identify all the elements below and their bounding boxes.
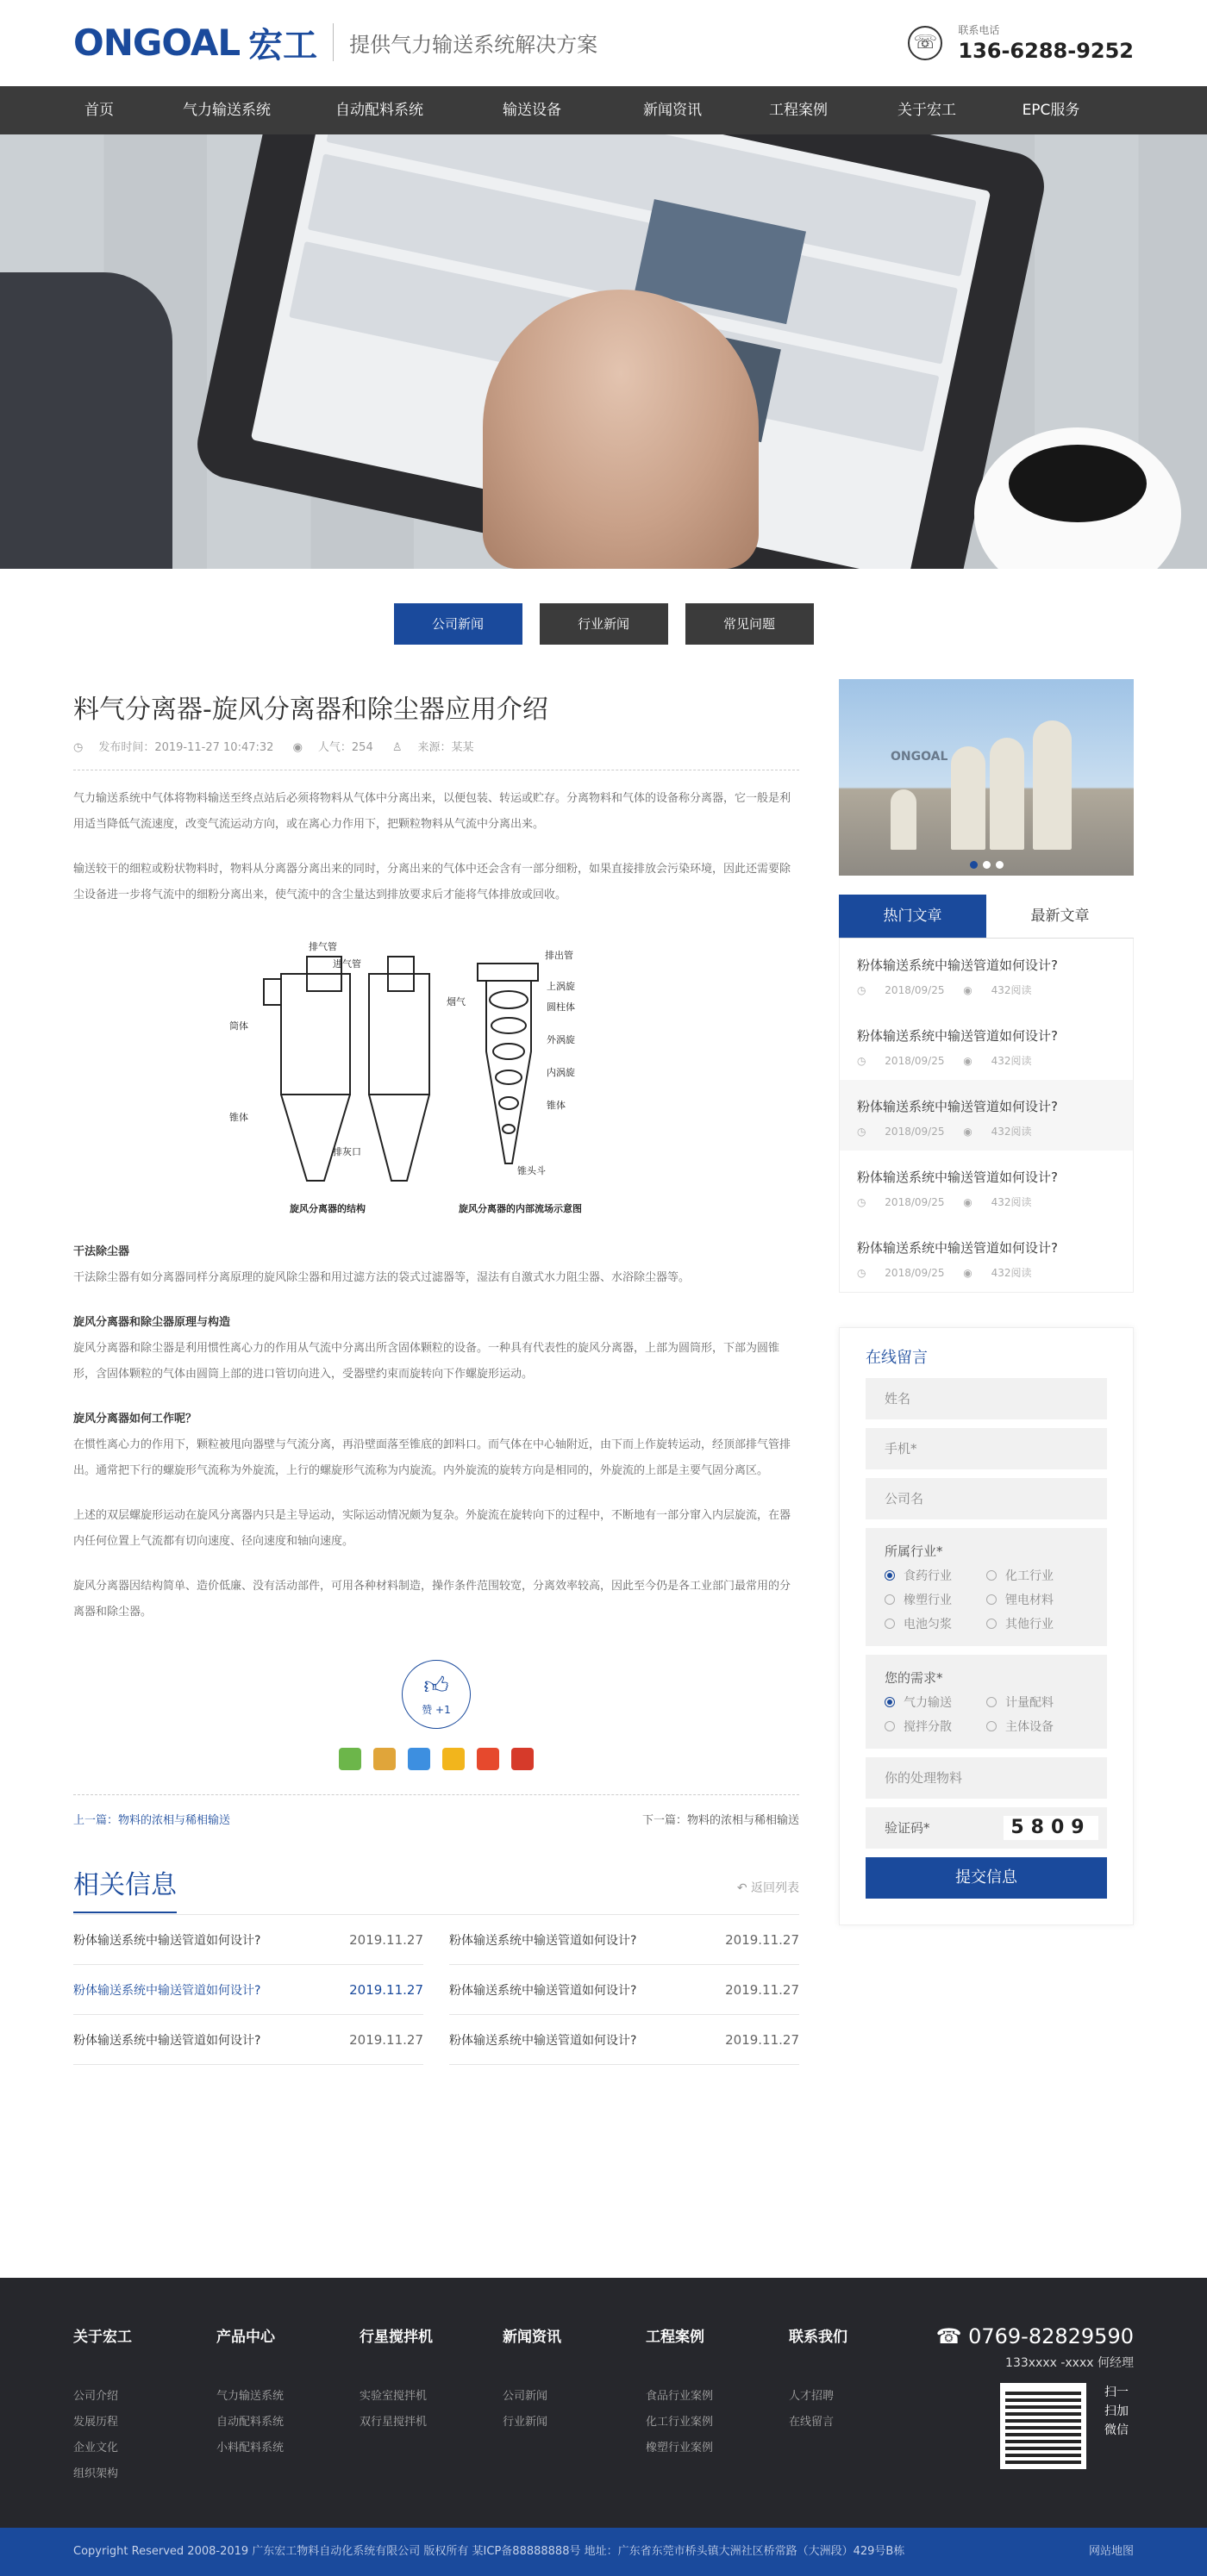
radio bbox=[986, 1697, 997, 1707]
prev-next-nav bbox=[73, 1794, 799, 1837]
industry-group bbox=[866, 1528, 1107, 1646]
clock-icon: ◷ bbox=[857, 1196, 870, 1208]
tab-industry-news[interactable]: 行业新闻 bbox=[540, 603, 668, 645]
diagram-label: 排气管 bbox=[309, 941, 337, 952]
name-field[interactable]: 姓名 bbox=[866, 1378, 1107, 1419]
related-header bbox=[73, 1863, 799, 1915]
eye-icon: ◉ bbox=[963, 984, 976, 996]
moments-share-icon[interactable] bbox=[373, 1748, 396, 1770]
section-heading: 干法除尘器 bbox=[73, 1245, 130, 1258]
hot-article-views: 432阅读 bbox=[991, 1267, 1032, 1279]
sidebar bbox=[839, 679, 1134, 1925]
article-paragraph: 干法除尘器有如分离器同样分离原理的旋风除尘器和用过滤方法的袋式过滤器等，湿法有自激式水力阻尘器、水浴除尘器等。 bbox=[73, 1271, 691, 1284]
back-to-list-link[interactable] bbox=[737, 1879, 799, 1896]
footer-link[interactable]: 气力输送系统 bbox=[216, 2390, 285, 2403]
footer-link[interactable]: 公司介绍 bbox=[73, 2390, 119, 2403]
section-heading: 旋风分离器和除尘器原理与构造 bbox=[73, 1316, 231, 1329]
diagram-label: 圆柱体 bbox=[547, 1001, 575, 1013]
diagram-label: 筒体 bbox=[229, 1020, 248, 1032]
captcha-image[interactable]: 5809 bbox=[1004, 1816, 1098, 1840]
diagram-label: 外涡旋 bbox=[547, 1034, 575, 1045]
footer-link[interactable]: 化工行业案例 bbox=[646, 2416, 714, 2429]
eye-icon: ◉ bbox=[963, 1196, 976, 1208]
hot-article-date: 2018/09/25 bbox=[885, 1196, 945, 1208]
footer-col-title: 行星搅拌机 bbox=[360, 2329, 433, 2346]
related-item-title: 粉体输送系统中输送管道如何设计? bbox=[449, 2033, 637, 2048]
option-label: 气力输送 bbox=[904, 1696, 952, 1710]
footer bbox=[0, 2278, 1207, 2528]
option-label: 电池匀浆 bbox=[904, 1618, 952, 1631]
main-nav bbox=[0, 86, 1207, 134]
option-label: 计量配料 bbox=[1005, 1696, 1054, 1710]
copyright-bar bbox=[0, 2528, 1207, 2576]
phone-icon: ☎ bbox=[935, 2324, 969, 2348]
article-title: 料气分离器-旋风分离器和除尘器应用介绍 bbox=[73, 695, 548, 725]
footer-col-title: 产品中心 bbox=[216, 2329, 275, 2346]
need-label: 您的需求* bbox=[885, 1670, 943, 1686]
footer-col-news bbox=[503, 2324, 646, 2487]
footer-link[interactable]: 在线留言 bbox=[789, 2416, 835, 2429]
related-item[interactable] bbox=[449, 1965, 799, 2015]
tab-faq[interactable]: 常见问题 bbox=[685, 603, 814, 645]
clock-icon: ◷ bbox=[857, 1267, 870, 1279]
footer-link[interactable]: 行业新闻 bbox=[503, 2416, 548, 2429]
article-tabs bbox=[839, 895, 1134, 939]
carousel-dot[interactable] bbox=[970, 861, 978, 869]
eye-icon: ◉ bbox=[963, 1126, 976, 1138]
hot-article-date: 2018/09/25 bbox=[885, 1055, 945, 1067]
hot-article-date: 2018/09/25 bbox=[885, 984, 945, 996]
tab-latest-articles[interactable]: 最新文章 bbox=[986, 895, 1134, 938]
nav-item-cases[interactable]: 工程案例 bbox=[769, 102, 828, 119]
related-item-date: 2019.11.27 bbox=[725, 1931, 799, 1948]
footer-link[interactable]: 小料配料系统 bbox=[216, 2442, 285, 2454]
industry-option[interactable] bbox=[885, 1567, 986, 1584]
footer-link[interactable]: 人才招聘 bbox=[789, 2390, 835, 2403]
logo-en: ONGOAL bbox=[73, 21, 241, 64]
article bbox=[73, 679, 799, 2065]
diagram-label: 锥头斗 bbox=[517, 1165, 546, 1176]
cyclone-diagram bbox=[221, 939, 652, 1224]
option-label: 主体设备 bbox=[1005, 1720, 1054, 1734]
footer-col-cases bbox=[646, 2324, 789, 2487]
clock-icon: ◷ bbox=[857, 1055, 870, 1067]
need-option[interactable] bbox=[986, 1718, 1088, 1735]
radio-checked bbox=[885, 1570, 895, 1581]
qr-caption: 扫一扫加微信 bbox=[1104, 2386, 1129, 2437]
clock-icon: ◷ bbox=[857, 984, 870, 996]
footer-col-about bbox=[73, 2324, 216, 2487]
option-label: 锂电材料 bbox=[1005, 1594, 1054, 1607]
clock-icon: ◷ bbox=[73, 741, 84, 754]
hot-article-list bbox=[839, 939, 1134, 1293]
related-item[interactable] bbox=[449, 2015, 799, 2065]
like-count: 赞 +1 bbox=[422, 1704, 451, 1716]
footer-col-title: 关于宏工 bbox=[73, 2329, 132, 2346]
article-section bbox=[73, 1310, 799, 1388]
hot-article-date: 2018/09/25 bbox=[885, 1267, 945, 1279]
hot-article-title: 粉体输送系统中输送管道如何设计? bbox=[857, 1028, 1058, 1044]
wechat-share-icon[interactable] bbox=[339, 1748, 361, 1770]
diagram-label: 烟气 bbox=[447, 996, 466, 1007]
related-item-title: 粉体输送系统中输送管道如何设计? bbox=[73, 1983, 261, 1998]
nav-item-conveying[interactable]: 输送设备 bbox=[503, 102, 561, 119]
related-item-date: 2019.11.27 bbox=[349, 2031, 423, 2048]
slogan: 提供气力输送系统解决方案 bbox=[349, 32, 598, 57]
hot-article-item[interactable] bbox=[840, 1151, 1133, 1221]
hot-article-item[interactable] bbox=[840, 1221, 1133, 1292]
diagram-label: 内涡旋 bbox=[547, 1067, 575, 1078]
nav-item-news[interactable]: 新闻资讯 bbox=[643, 102, 702, 119]
captcha-label: 验证码* bbox=[885, 1820, 930, 1836]
banner-coffee bbox=[1009, 445, 1147, 522]
carousel-dot[interactable] bbox=[996, 861, 1004, 869]
option-label: 化工行业 bbox=[1005, 1569, 1054, 1583]
photo-silo bbox=[891, 789, 916, 850]
hot-article-views: 432阅读 bbox=[991, 984, 1032, 996]
related-item-title: 粉体输送系统中输送管道如何设计? bbox=[449, 1933, 637, 1948]
related-item-title: 粉体输送系统中输送管道如何设计? bbox=[73, 1933, 261, 1948]
section-heading: 旋风分离器如何工作呢？ bbox=[73, 1413, 197, 1425]
mobile-field[interactable]: 手机* bbox=[866, 1428, 1107, 1469]
need-option[interactable] bbox=[986, 1693, 1088, 1711]
hot-article-views: 432阅读 bbox=[991, 1055, 1032, 1067]
nav-item-pneumatic[interactable]: 气力输送系统 bbox=[183, 102, 271, 119]
sitemap-link[interactable]: 网站地图 bbox=[1088, 2545, 1134, 2558]
footer-col-products bbox=[216, 2324, 360, 2487]
diagram-caption-right: 旋风分离器的内部流场示意图 bbox=[459, 1203, 582, 1214]
diagram-label: 排灰口 bbox=[333, 1146, 361, 1157]
related-list bbox=[73, 1915, 799, 2065]
need-option[interactable] bbox=[885, 1718, 986, 1735]
like-button[interactable] bbox=[402, 1660, 471, 1729]
diagram-caption-left: 旋风分离器的结构 bbox=[290, 1203, 366, 1214]
footer-link[interactable]: 发展历程 bbox=[73, 2416, 119, 2429]
form-title: 在线留言 bbox=[866, 1349, 928, 1367]
hot-article-views: 432阅读 bbox=[991, 1196, 1032, 1208]
radio bbox=[986, 1594, 997, 1605]
thumbs-up-icon: 👍︎ bbox=[423, 1671, 449, 1700]
nav-item-home[interactable]: 首页 bbox=[84, 102, 114, 119]
back-label: 返回列表 bbox=[751, 1881, 799, 1895]
footer-contact-person: 133xxxx -xxxx 何经理 bbox=[1005, 2356, 1134, 2370]
article-paragraph: 在惯性离心力的作用下，颗粒被甩向器壁与气流分离，再沿壁面落至锥底的卸料口。而气体在中心轴附近，由下而上作旋转运动，经顶部排气管排出。通常把下行的螺旋形气流称为外旋流，上行的螺旋形气流称为内旋流。内外旋流的旋转方向是相同的，外旋流的上部是主要气固分离区。 bbox=[73, 1438, 791, 1477]
footer-link[interactable]: 组织架构 bbox=[73, 2467, 119, 2480]
option-label: 食药行业 bbox=[904, 1569, 952, 1583]
logo-cn: 宏工 bbox=[248, 25, 318, 65]
related-title: 相关信息 bbox=[73, 1863, 177, 1913]
diagram-label: 锥体 bbox=[547, 1100, 566, 1111]
sidebar-photo[interactable] bbox=[839, 679, 1134, 876]
article-meta bbox=[73, 738, 799, 770]
related-item-date: 2019.11.27 bbox=[725, 2031, 799, 2048]
copyright-text: Copyright Reserved 2008-2019 广东宏工物料自动化系统有限公司 版权所有 某ICP备88888888号 地址：广东省东莞市桥头镇大洲社区桥常路（大洲段）429号B栋 bbox=[73, 2545, 905, 2558]
footer-link[interactable]: 双行星搅拌机 bbox=[360, 2416, 428, 2429]
share-bar bbox=[73, 1748, 799, 1770]
qr-pattern bbox=[1005, 2388, 1081, 2464]
related-item-date: 2019.11.27 bbox=[349, 1981, 423, 1998]
qq-share-icon[interactable] bbox=[408, 1748, 430, 1770]
industry-option[interactable] bbox=[986, 1615, 1088, 1632]
footer-col-title: 工程案例 bbox=[646, 2329, 704, 2346]
nav-item-about[interactable]: 关于宏工 bbox=[897, 102, 956, 119]
photo-brand: ONGOAL bbox=[891, 750, 948, 764]
hot-article-title: 粉体输送系统中输送管道如何设计? bbox=[857, 1169, 1058, 1185]
logo-divider bbox=[333, 23, 334, 61]
footer-link[interactable]: 橡塑行业案例 bbox=[646, 2442, 714, 2454]
radio bbox=[986, 1570, 997, 1581]
option-label: 搅拌分散 bbox=[904, 1720, 952, 1734]
material-field[interactable]: 你的处理物料 bbox=[866, 1757, 1107, 1799]
hot-article-views: 432阅读 bbox=[991, 1126, 1032, 1138]
hot-article-item[interactable] bbox=[840, 1080, 1133, 1151]
hot-article-item[interactable] bbox=[840, 939, 1133, 1009]
cyclone-diagram-svg bbox=[221, 939, 652, 1224]
need-group bbox=[866, 1655, 1107, 1749]
hot-article-title: 粉体输送系统中输送管道如何设计? bbox=[857, 1099, 1058, 1114]
wechat-qr-code bbox=[1000, 2383, 1086, 2469]
related-item[interactable] bbox=[73, 2015, 423, 2065]
radio bbox=[986, 1721, 997, 1731]
photo-silo bbox=[990, 738, 1024, 850]
related-item-date: 2019.11.27 bbox=[349, 1931, 423, 1948]
hot-article-item[interactable] bbox=[840, 1009, 1133, 1080]
footer-link[interactable]: 公司新闻 bbox=[503, 2390, 548, 2403]
company-field[interactable]: 公司名 bbox=[866, 1478, 1107, 1519]
industry-option[interactable] bbox=[885, 1615, 986, 1632]
diagram-label: 进气管 bbox=[333, 958, 361, 970]
banner-image bbox=[0, 134, 1207, 569]
related-item-title: 粉体输送系统中输送管道如何设计? bbox=[73, 2033, 261, 2048]
footer-link[interactable]: 实验室搅拌机 bbox=[360, 2390, 428, 2403]
option-label: 橡塑行业 bbox=[904, 1594, 952, 1607]
diagram-label: 锥体 bbox=[229, 1112, 248, 1123]
hot-article-date: 2018/09/25 bbox=[885, 1126, 945, 1138]
photo-silo bbox=[1033, 720, 1072, 850]
industry-option[interactable] bbox=[986, 1591, 1088, 1608]
clock-icon: ◷ bbox=[857, 1126, 870, 1138]
footer-col-title: 新闻资讯 bbox=[503, 2329, 561, 2346]
article-paragraph: 旋风分离器因结构简单、造价低廉、没有活动部件，可用各种材料制造，操作条件范围较宽，分离效率较高，因此至今仍是各工业部门最常用的分离器和除尘器。 bbox=[73, 1580, 791, 1619]
article-paragraph: 气力输送系统中气体将物料输送至终点站后必须将物料从气体中分离出来，以便包装、转运或贮存。分离物料和气体的设备称分离器，它一般是利用适当降低气流速度，改变气流运动方向，或在离心力作用下，把颗粒物料从气流中分离出来。 bbox=[73, 792, 791, 831]
carousel-dot[interactable] bbox=[983, 861, 991, 869]
diagram-label: 排出管 bbox=[545, 950, 573, 961]
submit-button[interactable]: 提交信息 bbox=[866, 1857, 1107, 1899]
article-section bbox=[73, 1239, 799, 1291]
footer-link[interactable]: 食品行业案例 bbox=[646, 2390, 714, 2403]
radio bbox=[885, 1594, 895, 1605]
tab-company-news[interactable]: 公司新闻 bbox=[394, 603, 522, 645]
next-article-link[interactable]: 下一篇：物料的浓相与稀相输送 bbox=[641, 1814, 799, 1827]
option-label: 其他行业 bbox=[1005, 1618, 1054, 1631]
header-phone bbox=[908, 22, 1134, 63]
footer-columns bbox=[73, 2324, 932, 2487]
phone-number: 136-6288-9252 bbox=[958, 39, 1134, 63]
footer-tel: 0769-82829590 bbox=[968, 2324, 1134, 2348]
hot-article-title: 粉体输送系统中输送管道如何设计? bbox=[857, 1240, 1058, 1256]
article-views: 人气：254 bbox=[317, 741, 373, 754]
article-date: 发布时间：2019-11-27 10:47:32 bbox=[98, 741, 274, 754]
hot-article-title: 粉体输送系统中输送管道如何设计? bbox=[857, 957, 1058, 973]
footer-link[interactable]: 企业文化 bbox=[73, 2442, 119, 2454]
header bbox=[0, 0, 1207, 86]
article-paragraph: 输送较干的细粒或粉状物料时，物料从分离器分离出来的同时，分离出来的气体中还会含有一部分细粉，如果直接排放会污染环境，因此还需要除尘设备进一步将气流中的细粉分离出来，使气流中的含尘量达到排放要求后才能将气体排放或回收。 bbox=[73, 863, 791, 901]
phone-icon: ☏ bbox=[908, 26, 942, 60]
banner-sleeve bbox=[0, 272, 172, 569]
prev-article-link[interactable]: 上一篇：物料的浓相与稀相输送 bbox=[73, 1814, 231, 1827]
weibo-share-icon[interactable] bbox=[477, 1748, 499, 1770]
article-section bbox=[73, 1407, 799, 1484]
radio bbox=[986, 1619, 997, 1629]
user-icon: ♙ bbox=[391, 741, 403, 754]
banner-hand bbox=[483, 290, 759, 569]
return-icon: ↶ bbox=[736, 1881, 751, 1895]
logo[interactable] bbox=[73, 21, 598, 65]
eye-icon: ◉ bbox=[963, 1267, 976, 1279]
radio-checked bbox=[885, 1697, 895, 1707]
eye-icon: ◉ bbox=[963, 1055, 976, 1067]
industry-option[interactable] bbox=[986, 1567, 1088, 1584]
renren-share-icon[interactable] bbox=[511, 1748, 534, 1770]
related-item-title: 粉体输送系统中输送管道如何设计? bbox=[449, 1983, 637, 1998]
related-item[interactable] bbox=[73, 1915, 423, 1965]
diagram-label: 上涡旋 bbox=[547, 981, 575, 992]
footer-col-mixer bbox=[360, 2324, 503, 2487]
radio bbox=[885, 1619, 895, 1629]
footer-contact bbox=[936, 2324, 1134, 2371]
radio bbox=[885, 1721, 895, 1731]
related-item[interactable] bbox=[73, 1965, 423, 2015]
related-item[interactable] bbox=[449, 1915, 799, 1965]
article-paragraph: 旋风分离器和除尘器是利用惯性离心力的作用从气流中分离出所含固体颗粒的设备。一种具有代表性的旋风分离器，上部为圆筒形，下部为圆锥形，含固体颗粒的气体由圆筒上部的进口管切向进入，受器壁约束而旋转向下作螺旋形运动。 bbox=[73, 1342, 780, 1381]
carousel-dots bbox=[839, 861, 1134, 869]
article-paragraph: 上述的双层螺旋形运动在旋风分离器内只是主导运动，实际运动情况颇为复杂。外旋流在旋转向下的过程中，不断地有一部分窜入内层旋流，在器内任何位置上气流都有切向速度、径向速度和轴向速度。 bbox=[73, 1509, 791, 1548]
footer-link[interactable]: 自动配料系统 bbox=[216, 2416, 285, 2429]
captcha-field[interactable] bbox=[866, 1807, 1107, 1849]
related-item-date: 2019.11.27 bbox=[725, 1981, 799, 1998]
qzone-share-icon[interactable] bbox=[442, 1748, 465, 1770]
eye-icon: ◉ bbox=[292, 741, 303, 754]
news-category-tabs bbox=[0, 603, 1207, 645]
photo-silo bbox=[951, 746, 985, 850]
industry-label: 所属行业* bbox=[885, 1544, 943, 1559]
nav-item-batching[interactable]: 自动配料系统 bbox=[335, 102, 423, 119]
article-source: 来源：某某 bbox=[417, 741, 474, 754]
footer-col-title: 联系我们 bbox=[789, 2329, 847, 2346]
message-form bbox=[839, 1327, 1134, 1925]
need-option[interactable] bbox=[885, 1693, 986, 1711]
industry-option[interactable] bbox=[885, 1591, 986, 1608]
nav-item-epc[interactable]: EPC服务 bbox=[1022, 102, 1080, 119]
tab-hot-articles[interactable]: 热门文章 bbox=[839, 895, 986, 938]
footer-col-contact bbox=[789, 2324, 932, 2487]
phone-label: 联系电话 bbox=[958, 24, 1000, 36]
